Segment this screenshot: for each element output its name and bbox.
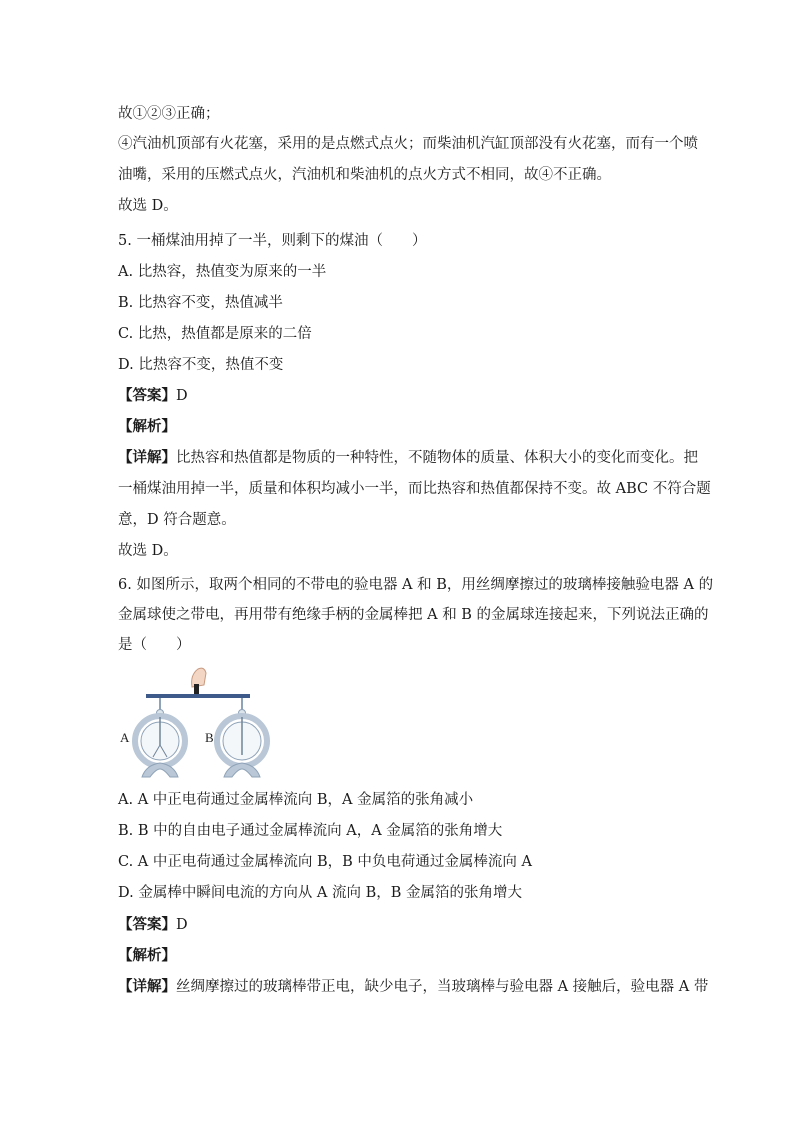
answer-value: D xyxy=(176,917,188,933)
question-5-stem: 5. 一桶煤油用掉了一半，则剩下的煤油（ ） xyxy=(118,233,427,249)
figure-label-b: B xyxy=(205,730,214,745)
electroscope-figure xyxy=(118,665,288,780)
question-5-detail-line: 意，D 符合题意。 xyxy=(118,512,236,528)
question-5-detail xyxy=(118,448,698,468)
question-6-answer xyxy=(118,915,188,935)
figure-label-a: A xyxy=(120,730,130,745)
hand-icon xyxy=(192,668,206,696)
detail-text: 丝绸摩擦过的玻璃棒带正电，缺少电子，当玻璃棒与验电器 A 接触后，验电器 A 带 xyxy=(176,979,709,995)
question-6-option-a: A. A 中正电荷通过金属棒流向 B，A 金属箔的张角减小 xyxy=(118,792,474,808)
question-6-stem-line: 是（ ） xyxy=(118,637,191,653)
text-line: 故选 D。 xyxy=(118,198,178,214)
analysis-tag: 【解析】 xyxy=(118,947,176,964)
question-5-option-b: B. 比热容不变，热值减半 xyxy=(118,295,283,311)
question-5-conclusion: 故选 D。 xyxy=(118,543,178,559)
question-5-detail-line: 一桶煤油用掉一半，质量和体积均减小一半，而比热容和热值都保持不变。故 ABC 不符合题 xyxy=(118,481,711,497)
text-line: ④汽油机顶部有火花塞，采用的是点燃式点火；而柴油机汽缸顶部没有火花塞，而有一个喷 xyxy=(118,136,698,152)
electroscope-b xyxy=(217,698,267,777)
text-line: 故①②③正确； xyxy=(118,106,220,122)
question-6-option-c: C. A 中正电荷通过金属棒流向 B，B 中负电荷通过金属棒流向 A xyxy=(118,854,532,870)
electroscope-a xyxy=(135,698,185,777)
question-6-stem-line: 金属球使之带电，再用带有绝缘手柄的金属棒把 A 和 B 的金属球连接起来，下列说法正确的 xyxy=(118,607,709,623)
analysis-tag: 【解析】 xyxy=(118,418,176,435)
question-5-option-d: D. 比热容不变，热值不变 xyxy=(118,357,284,373)
question-5-answer xyxy=(118,386,188,406)
question-5-option-a: A. 比热容，热值变为原来的一半 xyxy=(118,264,327,280)
answer-tag: 【答案】 xyxy=(118,916,176,933)
detail-text: 比热容和热值都是物质的一种特性，不随物体的质量、体积大小的变化而变化。把 xyxy=(176,450,698,466)
detail-tag: 【详解】 xyxy=(118,449,176,466)
text-line: 油嘴，采用的压燃式点火，汽油机和柴油机的点火方式不相同，故④不正确。 xyxy=(118,167,611,183)
question-6-analysis-tag xyxy=(118,946,176,966)
metal-rod xyxy=(146,694,250,698)
question-6-option-d: D. 金属棒中瞬间电流的方向从 A 流向 B，B 金属箔的张角增大 xyxy=(118,885,523,901)
question-5-option-c: C. 比热，热值都是原来的二倍 xyxy=(118,326,312,342)
answer-tag: 【答案】 xyxy=(118,387,176,404)
question-6-detail xyxy=(118,977,708,997)
question-6-option-b: B. B 中的自由电子通过金属棒流向 A，A 金属箔的张角增大 xyxy=(118,823,503,839)
question-6-stem-line: 6. 如图所示，取两个相同的不带电的验电器 A 和 B，用丝绸摩擦过的玻璃棒接触验电器 A 的 xyxy=(118,577,714,593)
detail-tag: 【详解】 xyxy=(118,978,176,995)
question-5-analysis-tag xyxy=(118,417,176,437)
answer-value: D xyxy=(176,388,188,404)
